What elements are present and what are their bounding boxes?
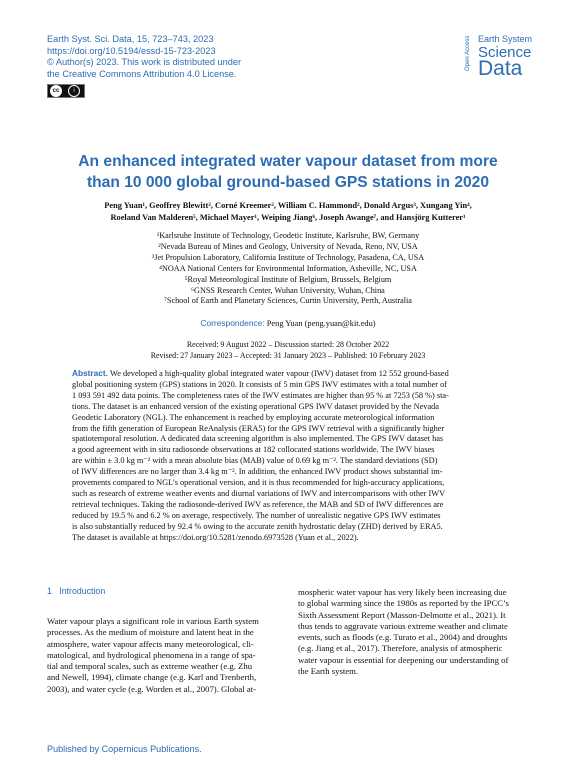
affiliation: ⁶GNSS Research Center, Wuhan University, Wuhan, China: [191, 285, 385, 295]
doi-link[interactable]: https://doi.org/10.5194/essd-15-723-2023: [47, 45, 216, 56]
body-column-right: [298, 587, 538, 677]
body-line: processes. As the medium of moisture and latent heat in the: [47, 627, 254, 638]
section-heading-introduction: [47, 586, 105, 596]
affiliation: ²Nevada Bureau of Mines and Geology, University of Nevada, Reno, NV, USA: [158, 241, 418, 251]
body-column-left: [47, 616, 287, 695]
logo-line-data: Data: [478, 57, 523, 80]
publisher-footer: Published by Copernicus Publications.: [47, 744, 202, 754]
body-line: 2003), and water cycle (e.g. Worden et al., 2007). Global at-: [47, 683, 257, 694]
abstract-line: provements compared to NGL’s operational version, and it is thus recommended for high-accuracy applications,: [72, 478, 445, 488]
abstract-line: spatiotemporal resolution. A dedicated data screening algorithm is also implemented. The GPS IWV dataset has: [72, 434, 444, 444]
abstract: [72, 368, 505, 544]
journal-citation-header: [47, 34, 347, 80]
body-line: to global warming since the 1980s as reported by the IPCC’s: [298, 598, 509, 609]
title-line: An enhanced integrated water vapour dataset from more: [78, 153, 498, 170]
body-line: atmosphere, water vapour affects many meteorological, cli-: [47, 638, 254, 649]
body-line: events, such as floods (e.g. Turato et al., 2004) and droughts: [298, 632, 508, 643]
body-line: Water vapour plays a significant role in various Earth system: [47, 616, 259, 626]
affiliation: ⁷School of Earth and Planetary Sciences, Curtin University, Perth, Australia: [164, 296, 412, 306]
abstract-text: We developed a high-quality global integrated water vapour (IWV) dataset from 12 552 ground-based: [110, 369, 449, 378]
body-line: matological, and hydrological phenomena in a range of spa-: [47, 649, 256, 660]
body-line: and Newell, 1994), climate change (e.g. Karl and Trenberth,: [47, 672, 257, 683]
abstract-first-line: [72, 368, 505, 380]
abstract-line: Geodetic Laboratory (NGL). The enhancement is reached by employing accurate meteorological information: [72, 412, 435, 422]
publication-dates: [40, 339, 536, 361]
dates-line: Revised: 27 January 2023 – Accepted: 31 January 2023 – Published: 10 February 2023: [150, 351, 426, 360]
abstract-line: The dataset is available at https://doi.org/10.5281/zenodo.6973528 (Yuan et al., 2022).: [72, 532, 359, 542]
body-line: mospheric water vapour has very likely been increasing due: [298, 587, 507, 597]
affiliation: ⁴NOAA National Centers for Environmental Information, Asheville, NC, USA: [159, 263, 417, 273]
abstract-line: global positioning system (GPS) stations in 2020. It consists of 5 min GPS IWV estimates with a total number of: [72, 379, 448, 389]
dates-line: Received: 9 August 2022 – Discussion started: 28 October 2022: [186, 340, 390, 349]
affiliation: ⁵Royal Meteorological Institute of Belgium, Brussels, Belgium: [184, 274, 392, 284]
correspondence-label: Correspondence:: [200, 318, 265, 328]
affiliation: ³Jet Propulsion Laboratory, California Institute of Technology, Pasadena, CA, USA: [151, 252, 425, 262]
journal-logo: [465, 33, 535, 83]
body-line: Sixth Assessment Report (Masson-Delmotte et al., 2021). It: [298, 609, 506, 620]
cc-by-license-badge[interactable]: [47, 84, 85, 98]
author-list: [40, 200, 536, 223]
abstract-line: tions. The dataset is an enhanced version of the existing operational GPS IWV dataset provided by the Nevada: [72, 401, 439, 411]
body-line: water vapour is essential for deepening our understanding of: [298, 654, 509, 665]
abstract-line: reduced by 19.5 % and 6.2 % on average, respectively. The number of unrealistic negative GPS IWV estimates: [72, 510, 441, 520]
affiliation: ¹Karlsruhe Institute of Technology, Geodetic Institute, Karlsruhe, BW, Germany: [156, 231, 420, 240]
copyright-line: © Author(s) 2023. This work is distributed under: [47, 57, 242, 68]
citation-line: Earth Syst. Sci. Data, 15, 723–743, 2023: [47, 34, 214, 44]
abstract-line: of IWV differences are no larger than 3.4 kg m⁻². In addition, the enhanced IWV product shows substantial im-: [72, 467, 443, 477]
logo-line-earth-system: Earth System: [478, 34, 533, 44]
creative-commons-icon: cc: [50, 85, 62, 97]
section-number: 1: [47, 586, 52, 596]
license-line[interactable]: the Creative Commons Attribution 4.0 License.: [47, 68, 237, 79]
abstract-line: a good agreement with in situ radiosonde observations at 182 collocated stations worldwide. The IWV biases: [72, 445, 435, 455]
affiliation-list: [40, 231, 536, 307]
abstract-line: retrieval techniques. Taking the radiosonde-derived IWV as reference, the MAB and SD of IWV differences are: [72, 499, 444, 509]
abstract-line: from the fifth generation of European ReAnalysis (ERA5) for the GPS IWV retrieval with a significantly higher: [72, 423, 445, 433]
abstract-line: is also substantially reduced by 92.4 % owing to the accurate zenith hydrostatic delay (ZHD) derived by ERA5.: [72, 521, 443, 531]
attribution-icon: i: [68, 85, 80, 97]
title-line: than 10 000 global ground-based GPS stations in 2020: [86, 174, 490, 191]
abstract-line: such as research of extreme weather events and diurnal variations of IWV and intercomparisons with other IWV: [72, 488, 446, 498]
paper-title: [40, 151, 536, 193]
open-access-label: Open Access: [465, 35, 471, 71]
logo-line-science: Science: [478, 44, 532, 61]
abstract-line: 1 093 591 492 data points. The completeness rates of the IWV estimates are higher than 95 % at 7253 (58 %) sta-: [72, 390, 449, 400]
author-line: Roeland Van Malderen⁵, Michael Mayer¹, Weiping Jiang⁶, Joseph Awange⁷, and Hansjörg Kutterer¹: [110, 212, 466, 222]
body-line: tial and temporal scales, such as extreme weather (e.g. Zhu: [47, 661, 253, 672]
abstract-line: are within ± 3.0 kg m⁻² with a mean absolute bias (MAB) value of 0.69 kg m⁻². The standard deviations (SD): [72, 456, 438, 466]
body-line: the Earth system.: [298, 666, 359, 677]
body-line: (e.g. Jiang et al., 2017). Therefore, analysis of atmospheric: [298, 643, 503, 654]
correspondence-line: [40, 318, 536, 328]
section-title: Introduction: [59, 586, 106, 596]
correspondence-contact[interactable]: Peng Yuan (peng.yuan@kit.edu): [266, 319, 376, 328]
author-line: Peng Yuan¹, Geoffrey Blewitt², Corné Kreemer², William C. Hammond², Donald Argus³, Xungang Yin⁴,: [104, 201, 472, 210]
abstract-label: Abstract.: [72, 368, 108, 378]
body-line: thus tends to aggravate various extreme weather and climate: [298, 620, 508, 631]
